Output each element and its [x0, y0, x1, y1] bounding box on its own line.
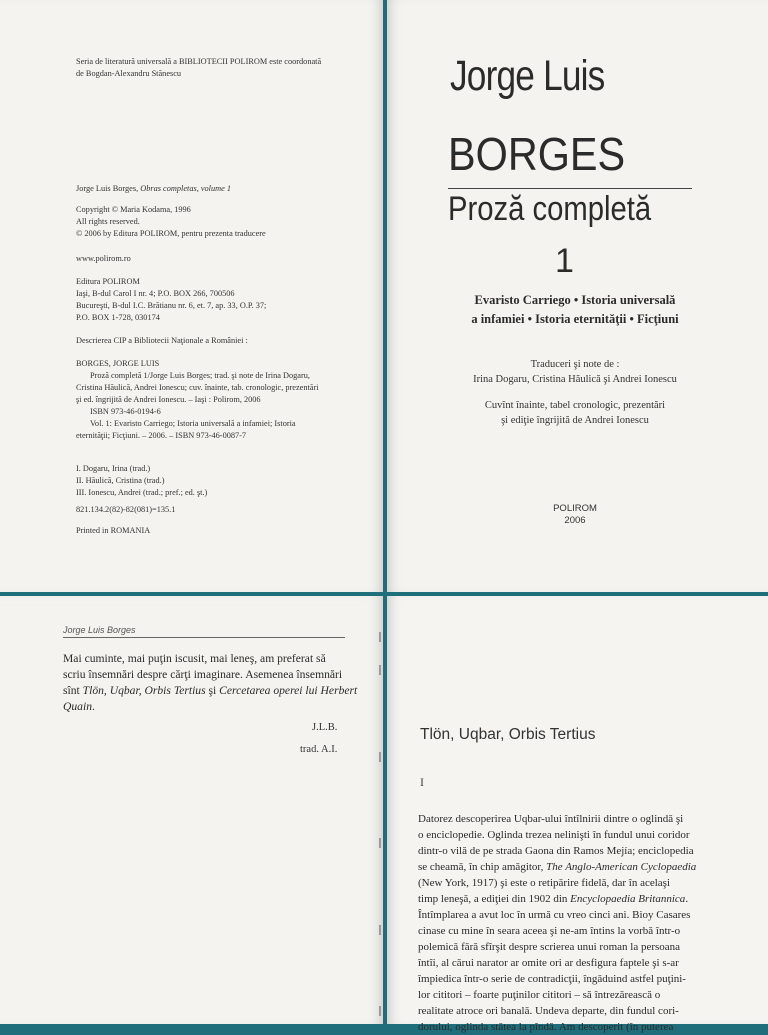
prose-line [418, 891, 714, 907]
gutter-mark [379, 1006, 381, 1016]
book-reference: Encyclopaedia Britannica [570, 893, 686, 905]
author-first-name: Jorge Luis [450, 52, 605, 100]
title-rule [448, 188, 692, 189]
cip-line: Proză completă 1/Jorge Luis Borges; trad. şi note de Irina Dogaru, [90, 371, 310, 380]
website [76, 253, 366, 265]
original-title-text: Obras completas, volume 1 [140, 184, 232, 193]
cip-volume-line: Vol. 1: Evaristo Carriego; Istoria universală a infamiei; Istoria [90, 419, 296, 428]
cip-record [76, 358, 366, 442]
prose-line [63, 699, 345, 715]
prose-line [63, 683, 358, 699]
prose-line: întîi, al cărui narator ar omite ori ar desfigura faptele şi s-ar [418, 957, 679, 969]
gutter-mark [379, 632, 381, 642]
publisher-address [76, 276, 366, 324]
text-span: . [91, 700, 95, 713]
copyright-line: All rights reserved. [76, 217, 140, 226]
prose-line: dintr-o vilă de pe strada Gaona din Ramos Mejía; enciclopedia [418, 845, 694, 857]
text-span: se cheamă, în chip amăgitor, [418, 861, 547, 873]
contents-line: a infamiei • Istoria eternităţii • Ficţiuni [471, 312, 679, 326]
contributors [76, 463, 366, 499]
gutter-mark [379, 838, 381, 848]
text-span: şi [205, 684, 220, 697]
volume-number: 1 [555, 242, 574, 280]
address-line: P.O. BOX 1-728, 030174 [76, 313, 160, 322]
printed-in [76, 525, 366, 537]
translators: Irina Dogaru, Cristina Hăulică şi Andrei Ionescu [473, 374, 677, 385]
cip-author: BORGES, JORGE LUIS [76, 359, 160, 368]
cip-heading [76, 335, 366, 347]
text-span: sînt [63, 684, 83, 697]
text-span: . [685, 893, 689, 905]
prose-line: Datorez descoperirea Uqbar-ului întîlnirii dintre o oglindă şi [418, 813, 684, 825]
cip-heading-text: Descrierea CIP a Bibliotecii Naţionale a României : [76, 336, 248, 345]
running-head: Jorge Luis Borges [63, 625, 136, 635]
translator-initials: trad. A.I. [300, 744, 338, 755]
translators-label: Traduceri şi note de : [530, 359, 620, 370]
story-title: Tlön, Uqbar, Orbis Tertius [82, 684, 206, 697]
author-initials: J.L.B. [312, 722, 338, 733]
prose-line: împiedica într-o serie de contradicţii, îngăduind astfel puţini- [418, 973, 686, 985]
gutter-mark [379, 752, 381, 762]
copyright-line: Copyright © Maria Kodama, 1996 [76, 205, 191, 214]
original-author: Jorge Luis Borges, [76, 184, 141, 193]
prose-line: lor cititori – foarte puţinilor cititori – să întrezărească o [418, 989, 661, 1001]
cip-line: Cristina Hăulică, Andrei Ionescu; cuv. înainte, tab. cronologic, prezentări [76, 383, 319, 392]
running-head-rule [63, 637, 345, 638]
prose-line: realitate atroce ori banală. Undeva departe, din fundul cori- [418, 1005, 679, 1017]
prose-line [418, 859, 714, 875]
prose-line: scriu însemnări despre cărţi imaginare. Asemenea însemnări [63, 668, 343, 681]
contributor: III. Ionescu, Andrei (trad.; pref.; ed. şt.) [76, 488, 208, 497]
gutter-mark [379, 925, 381, 935]
book-reference: The Anglo-American Cyclopaedia [546, 861, 697, 873]
gutter-mark [379, 665, 381, 675]
website-url: www.polirom.ro [76, 254, 131, 263]
cip-isbn: ISBN 973-46-0194-6 [90, 407, 161, 416]
address-line: Iaşi, B-dul Carol I nr. 4; P.O. BOX 266, 700506 [76, 289, 235, 298]
printed-in-text: Printed in ROMANIA [76, 526, 151, 535]
contents-line: Evaristo Carriego • Istoria universală [474, 293, 676, 307]
author-surname: BORGES [448, 128, 626, 180]
editor-credit: şi ediţie îngrijită de Andrei Ionescu [501, 415, 649, 426]
copyright-block [76, 204, 366, 240]
contributor: II. Hăulică, Cristina (trad.) [76, 476, 165, 485]
editor-credit: Cuvînt înainte, tabel cronologic, prezentări [484, 400, 666, 411]
chapter-title: Tlön, Uqbar, Orbis Tertius [420, 726, 596, 743]
address-line: Bucureşti, B-dul I.C. Brătianu nr. 6, et. 7, ap. 33, O.P. 37; [76, 301, 267, 310]
cip-volume-line: eternităţii; Ficţiuni. – 2006. – ISBN 973-46-0087-7 [76, 431, 247, 440]
address-line: Editura POLIROM [76, 277, 140, 286]
cip-line: şi ed. îngrijită de Andrei Ionescu. – Iaşi : Polirom, 2006 [76, 395, 261, 404]
book-title: Proză completă [448, 190, 652, 228]
story-title: Cercetarea operei lui Herbert [219, 684, 358, 697]
section-number: I [420, 775, 424, 789]
publisher-name: POLIROM [553, 503, 597, 514]
prose-line: cinase cu mine în seara aceea şi ne-am întins la vorbă într-o [418, 925, 681, 937]
publication-year: 2006 [564, 515, 586, 526]
story-title: Quain [63, 700, 92, 713]
prose-line: dorului, oglinda stătea la pîndă. Am descoperit (în puterea [418, 1021, 674, 1033]
series-line: de Bogdan-Alexandru Stănescu [76, 69, 182, 78]
prose-line: (New York, 1917) şi este o retipărire fidelă, dar în acelaşi [418, 877, 671, 889]
classification-code: 821.134.2(82)-82(081)=135.1 [76, 505, 176, 514]
classification [76, 504, 366, 516]
prose-line: polemică fără sfîrşit despre scrierea unui roman la persoana [418, 941, 681, 953]
original-title [76, 183, 366, 195]
prose-line: Întîmplarea a avut loc în urmă cu vreo cinci ani. Bioy Casares [418, 909, 691, 921]
series-line: Seria de literatură universală a BIBLIOTECII POLIROM este coordonată [76, 57, 322, 66]
series-note [76, 56, 366, 80]
contributor: I. Dogaru, Irina (trad.) [76, 464, 151, 473]
copyright-line: © 2006 by Editura POLIROM, pentru prezenta traducere [76, 229, 266, 238]
prose-line: o enciclopedie. Oglinda trezea nelinişti în fundul unui coridor [418, 829, 690, 841]
prose-line: Mai cuminte, mai puţin iscusit, mai leneş, am preferat să [63, 652, 326, 665]
text-span: timp leneşă, a ediţiei din 1902 din [418, 893, 571, 905]
